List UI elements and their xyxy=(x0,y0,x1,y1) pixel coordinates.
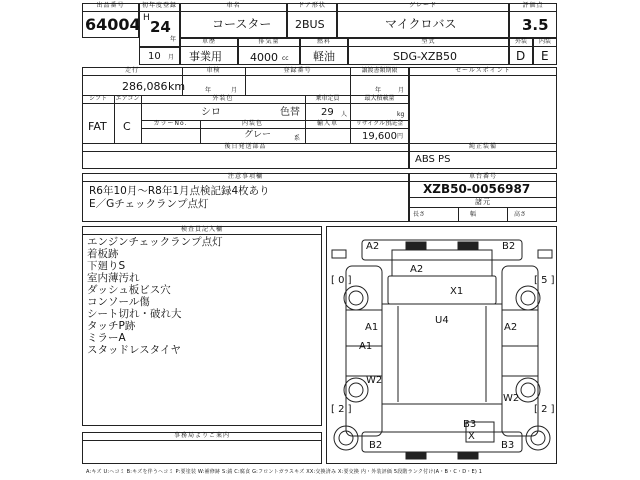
fuel: 軽油 xyxy=(313,50,335,63)
chassis-header: 車台番号 xyxy=(468,173,497,180)
cert-expiry-header: 譲渡書類期限 xyxy=(361,67,398,74)
mark-front-left: A2 xyxy=(366,241,380,252)
tire-mark-rear-left: [ 2 ] xyxy=(331,404,352,415)
cert-month-unit: 月 xyxy=(398,87,405,94)
load-unit: kg xyxy=(397,111,405,118)
rear-parts-header: 後日発送部品 xyxy=(224,143,267,150)
capacity-value: 29 xyxy=(321,107,334,118)
shift-header: シフト xyxy=(88,95,107,102)
mark-right-rear-wheel: W2 xyxy=(503,393,520,404)
damage-legend: A:キズ U:ヘコミ B:キズを伴うヘコミ P:要塗装 W:補修跡 S:錆 C:腐食 G:フロントガラスキズ XX:交換済み X:要交換 内・外装評価 5段階ランク付け(A・B・C・D・E) 1 xyxy=(86,469,483,475)
remark-2: 着板跡 xyxy=(87,248,119,260)
color-no-header: カラーNo. xyxy=(153,120,188,127)
chassis-number: XZB50-0056987 xyxy=(423,182,531,196)
equipment: ABS PS xyxy=(415,154,451,165)
interior-color-note: 系 xyxy=(294,135,301,142)
mark-rear-center: B3 xyxy=(463,419,477,430)
mark-roof: U4 xyxy=(435,315,449,326)
lot-number-header: 出品番号 xyxy=(96,2,125,9)
car-name: コースター xyxy=(212,17,272,31)
remark-10: スタッドレスタイヤ xyxy=(87,344,181,356)
remark-8: タッチP跡 xyxy=(87,320,136,332)
windshield xyxy=(388,276,496,304)
note-line-1: R6年10月～R8年1月点検記録4枚あり xyxy=(89,185,270,197)
equipment-header: 純正装備 xyxy=(468,143,497,150)
color-change: 色替 xyxy=(280,107,300,118)
mileage-header: 走行 xyxy=(124,67,139,74)
cert-year-unit: 年 xyxy=(375,87,382,94)
year-unit: 年 xyxy=(170,36,177,43)
width-label: 幅 xyxy=(470,211,477,218)
interior-color-header: 内装色 xyxy=(241,120,263,127)
inspection-month-unit: 月 xyxy=(231,87,238,94)
notes-header: 注意事項欄 xyxy=(227,173,263,180)
import-header: 輸入車 xyxy=(316,120,338,127)
recycle-header: リサイクル預託金 xyxy=(355,120,404,127)
note-line-2: E／Gチェックランプ点灯 xyxy=(89,198,209,210)
ac-value: C xyxy=(123,120,131,133)
exterior-header: 外装 xyxy=(514,38,527,45)
car-name-header: 車名 xyxy=(226,2,241,9)
tire-mark-front-left: [ 0 ] xyxy=(331,275,352,286)
sales-point-header: セールスポイント xyxy=(455,67,511,74)
grade: マイクロバス xyxy=(385,17,457,31)
interior-color: グレー xyxy=(244,130,272,140)
recycle-fee: 19,600 xyxy=(362,131,397,142)
height-label: 高さ xyxy=(514,211,527,218)
exterior-grade: D xyxy=(516,49,526,63)
month-unit: 月 xyxy=(168,54,175,61)
dimensions-label: 諸元 xyxy=(475,198,491,206)
interior-grade: E xyxy=(541,49,549,63)
right-body xyxy=(502,266,538,436)
ac-header: エアコン xyxy=(115,95,140,102)
remark-5: ダッシュ板ビス穴 xyxy=(87,284,171,296)
mark-left-rear-wheel: W2 xyxy=(366,375,383,386)
score-header: 評価点 xyxy=(522,2,544,9)
displacement-header: 排気量 xyxy=(258,38,280,45)
capacity-unit: 人 xyxy=(341,111,348,118)
reg-no-header: 登録番号 xyxy=(283,67,312,74)
mileage-unit: km xyxy=(168,80,186,93)
mark-hood: A2 xyxy=(410,264,424,275)
model-type: SDG-XZB50 xyxy=(393,50,458,63)
remark-7: シート切れ・破れ大 xyxy=(87,308,182,320)
displacement: 4000 xyxy=(250,51,278,64)
mark-right-front-door: A2 xyxy=(504,322,518,333)
max-load-header: 最大積載量 xyxy=(364,95,395,102)
remark-3: 下廻りS xyxy=(87,260,126,272)
wheel-front-left xyxy=(344,286,368,310)
recycle-unit: 円 xyxy=(397,133,404,140)
score: 3.5 xyxy=(522,16,549,34)
tire-mark-rear-right: [ 2 ] xyxy=(534,404,555,415)
first-registration-header: 初年度登録 xyxy=(141,2,177,9)
remark-4: 室内薄汚れ xyxy=(87,272,140,284)
interior-header: 内装 xyxy=(538,38,551,45)
displacement-unit: cc xyxy=(282,55,289,62)
tire-mark-front-right: [ 5 ] xyxy=(534,275,555,286)
door-shape: 2BUS xyxy=(295,18,325,31)
color-header: 外装色 xyxy=(212,95,234,102)
model-type-header: 型式 xyxy=(421,38,436,45)
remark-6: コンソール傷 xyxy=(87,296,150,308)
mark-left-rear: A1 xyxy=(359,341,373,352)
rear-panel xyxy=(382,404,502,432)
mark-front-right: B2 xyxy=(502,241,516,252)
inspection-header: 車検 xyxy=(206,67,221,74)
lot-number: 64004 xyxy=(85,15,141,34)
mark-rear-left: B2 xyxy=(369,440,383,451)
registration-year: 24 xyxy=(150,18,171,36)
mark-left-front-door: A1 xyxy=(365,322,379,333)
registration-month: 10 xyxy=(148,51,161,62)
grade-header: グレード xyxy=(408,2,437,9)
office-header: 事務局よりご案内 xyxy=(173,432,230,439)
mileage: 286,086 xyxy=(122,80,168,93)
hood-area xyxy=(392,250,492,276)
remark-9: ミラーA xyxy=(87,332,126,344)
rear-bumper xyxy=(362,432,522,452)
mark-rear-center-lower: X xyxy=(468,431,475,442)
wheel-rear-left xyxy=(344,378,368,402)
wheel-rear-right xyxy=(516,378,540,402)
shift-value: FAT xyxy=(88,120,107,133)
model-year-header: 車歴 xyxy=(201,38,216,45)
capacity-header: 乗車定員 xyxy=(315,95,340,102)
wheel-front-right xyxy=(516,286,540,310)
mark-windshield: X1 xyxy=(450,286,464,297)
door-shape-header: ドア形状 xyxy=(298,2,326,9)
color-value: シロ xyxy=(201,107,221,118)
remark-1: エンジンチェックランプ点灯 xyxy=(87,236,223,248)
length-label: 長さ xyxy=(413,211,426,218)
fuel-header: 燃料 xyxy=(316,38,331,45)
era-label: H xyxy=(143,13,150,23)
use-type: 事業用 xyxy=(189,50,222,63)
mark-rear-right: B3 xyxy=(501,440,515,451)
inspection-year-unit: 年 xyxy=(205,87,212,94)
inspector-header: 検査員記入欄 xyxy=(180,226,223,233)
